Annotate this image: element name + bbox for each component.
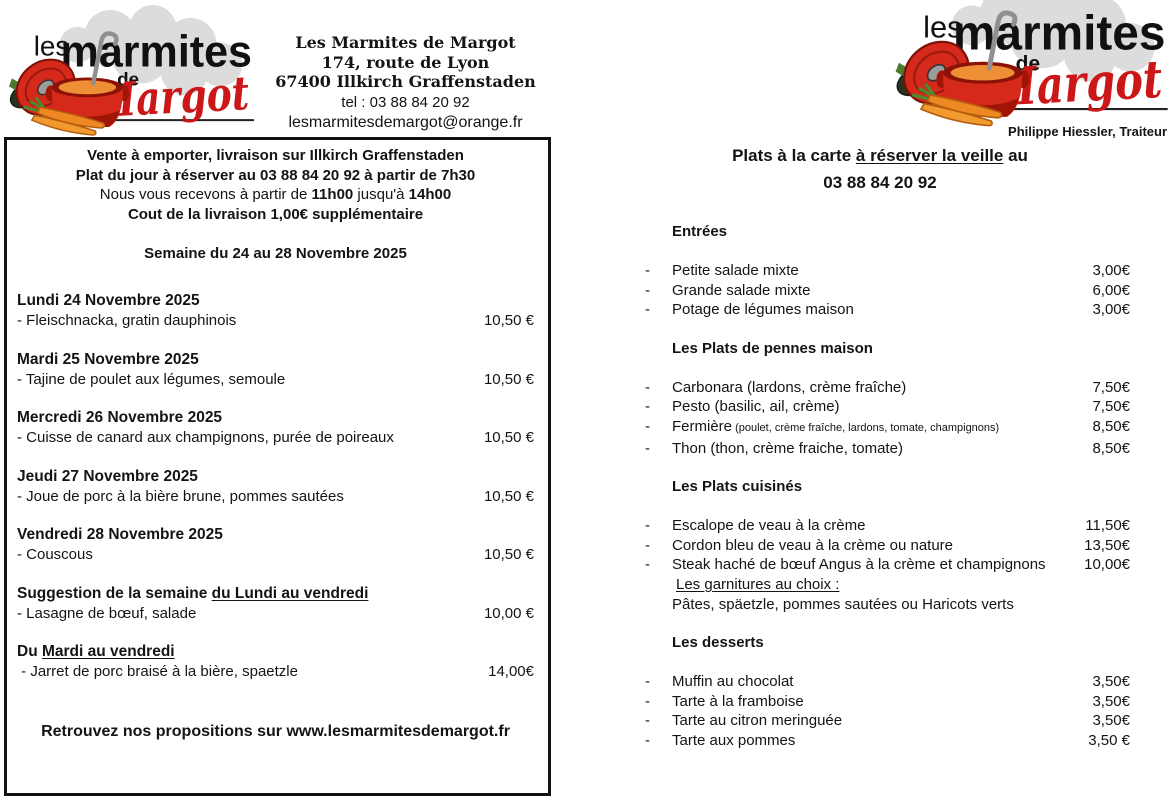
website-footer: Retrouvez nos propositions sur www.lesmarmitesdemargot.fr xyxy=(41,723,510,740)
dash-bullet: - xyxy=(645,378,650,396)
menu-item xyxy=(620,397,1140,417)
dash-bullet: - xyxy=(645,281,650,299)
intro-line-1: Vente à emporter, livraison sur Illkirch Graffenstaden xyxy=(87,147,464,164)
dish-price: 14,00€ xyxy=(488,663,534,680)
dish-row xyxy=(17,604,534,624)
item-price: 11,50€ xyxy=(1085,517,1130,535)
address-line2: 67400 Illkirch Graffenstaden xyxy=(275,72,536,91)
dish-row xyxy=(17,662,534,682)
menu-section xyxy=(620,222,1140,320)
dash-bullet: - xyxy=(645,417,650,435)
dash-bullet: - xyxy=(645,692,650,710)
item-price: 13,50€ xyxy=(1084,536,1130,554)
carte-title xyxy=(620,142,1140,196)
intro-line-3: Nous vous recevons à partir de 11h00 jusqu'à 14h00 xyxy=(99,186,452,203)
dash-bullet: - xyxy=(645,536,650,554)
menu-item xyxy=(620,417,1140,439)
section-heading: Les desserts xyxy=(672,634,764,652)
menu-item xyxy=(620,261,1140,281)
dish-name: - Cuisse de canard aux champignons, purée de poireaux xyxy=(17,429,394,446)
dish-name: - Fleischnacka, gratin dauphinois xyxy=(17,312,237,329)
menu-item xyxy=(620,731,1140,751)
item-detail: (poulet, crème fraîche, lardons, tomate, champignons) xyxy=(732,421,1000,434)
dash-bullet: - xyxy=(645,517,650,535)
dash-bullet: - xyxy=(645,301,650,319)
dash-bullet: - xyxy=(645,262,650,279)
dish-name: - Couscous xyxy=(17,546,93,563)
address-line1: 174, route de Lyon xyxy=(321,52,490,72)
dash-bullet: - xyxy=(645,439,650,457)
item-price: 6,00€ xyxy=(1092,281,1130,299)
day-title: Mercredi 26 Novembre 2025 xyxy=(17,409,223,426)
menu-day xyxy=(17,467,534,507)
item-name: Escalope de veau à la crème xyxy=(672,517,866,535)
day-title: Vendredi 28 Novembre 2025 xyxy=(17,526,223,543)
item-name: Tarte aux pommes xyxy=(672,731,796,749)
menu-section xyxy=(620,477,1140,614)
item-price: 3,50€ xyxy=(1092,673,1130,691)
menu-item xyxy=(620,692,1140,712)
item-price: 3,50€ xyxy=(1092,692,1130,710)
phone-number: tel : 03 88 84 20 92 xyxy=(341,93,470,111)
item-name: Tarte au citron meringuée xyxy=(672,712,843,730)
dish-price: 10,00 € xyxy=(483,604,534,622)
dash-bullet: - xyxy=(645,398,650,416)
dash-bullet: - xyxy=(645,556,650,574)
item-name: Muffin au chocolat xyxy=(672,673,794,691)
brand-logo-right xyxy=(892,0,1168,130)
section-heading: Les Plats de pennes maison xyxy=(672,339,873,357)
dish-price: 10,50 € xyxy=(483,429,534,446)
email-address: lesmarmitesdemargot@orange.fr xyxy=(288,113,523,131)
carte-title-phone: 03 88 84 20 92 xyxy=(823,173,937,192)
dash-bullet: - xyxy=(645,731,650,749)
dish-row xyxy=(17,428,534,448)
item-name: Grande salade mixte xyxy=(672,281,811,299)
item-price: 3,00€ xyxy=(1092,262,1130,279)
intro-block xyxy=(17,146,534,224)
menu-section xyxy=(620,339,1140,458)
menu-item xyxy=(620,516,1140,536)
garnish-note: Pâtes, späetzle, pommes sautées ou Haricots verts xyxy=(672,595,1014,613)
garnish-note-title: Les garnitures au choix : xyxy=(676,575,840,593)
item-price: 3,50 € xyxy=(1088,731,1130,749)
item-price: 3,00€ xyxy=(1092,301,1130,319)
item-name: Steak haché de bœuf Angus à la crème et champignons xyxy=(672,556,1046,574)
item-name: Potage de légumes maison xyxy=(672,301,854,319)
special-title: Du Mardi au vendredi xyxy=(17,643,175,660)
dish-name: - Jarret de porc braisé à la bière, spaetzle xyxy=(17,663,298,680)
item-price: 7,50€ xyxy=(1092,378,1130,396)
menu-item xyxy=(620,672,1140,692)
menu-section xyxy=(620,633,1140,750)
week-title: Semaine du 24 au 28 Novembre 2025 xyxy=(144,244,407,262)
section-heading: Entrées xyxy=(672,223,728,240)
item-name: Cordon bleu de veau à la crème ou nature xyxy=(672,536,954,554)
item-name: Carbonara (lardons, crème fraîche) xyxy=(672,378,907,396)
intro-line-4: Cout de la livraison 1,00€ supplémentaire xyxy=(127,205,424,223)
item-name: Thon (thon, crème fraiche, tomate) xyxy=(672,439,903,457)
dish-row xyxy=(17,370,534,390)
dish-price: 10,50 € xyxy=(483,487,534,505)
menu-day xyxy=(17,291,534,331)
day-title: Lundi 24 Novembre 2025 xyxy=(17,292,200,309)
dash-bullet: - xyxy=(645,673,650,691)
dish-name: - Tajine de poulet aux légumes, semoule xyxy=(17,370,286,388)
day-title: Mardi 25 Novembre 2025 xyxy=(17,350,199,368)
contact-block xyxy=(258,33,553,133)
a-la-carte-page xyxy=(620,142,1140,751)
item-price: 8,50€ xyxy=(1092,439,1130,457)
item-name: Fermière (poulet, crème fraîche, lardons, tomate, champignons) xyxy=(672,417,1000,435)
menu-item xyxy=(620,281,1140,301)
dash-bullet: - xyxy=(645,712,650,730)
item-name: Pesto (basilic, ail, crème) xyxy=(672,398,840,416)
weekly-menu-box xyxy=(4,137,551,796)
brand-logo-left xyxy=(6,2,254,139)
item-price: 8,50€ xyxy=(1092,417,1130,435)
menu-day xyxy=(17,525,534,565)
menu-day xyxy=(17,350,534,390)
menu-item xyxy=(620,300,1140,320)
day-title: Jeudi 27 Novembre 2025 xyxy=(17,467,198,485)
suggestion-title: Suggestion de la semaine du Lundi au vendredi xyxy=(17,584,369,602)
menu-item xyxy=(620,555,1140,575)
section-heading: Les Plats cuisinés xyxy=(672,478,803,496)
item-price: 3,50€ xyxy=(1092,712,1130,730)
menu-item xyxy=(620,439,1140,459)
item-price: 7,50€ xyxy=(1092,398,1130,416)
caterer-tagline: Philippe Hiessler, Traiteur xyxy=(1008,124,1167,139)
business-name: Les Marmites de Margot xyxy=(295,33,516,52)
daily-menu-list xyxy=(17,291,534,565)
intro-line-2: Plat du jour à réserver au 03 88 84 20 92 à partir de 7h30 xyxy=(75,166,476,184)
dish-row xyxy=(17,487,534,507)
dish-row xyxy=(17,545,534,565)
menu-item xyxy=(620,378,1140,398)
menu-item xyxy=(620,711,1140,731)
dish-name: - Joue de porc à la bière brune, pommes sautées xyxy=(17,487,344,505)
item-price: 10,00€ xyxy=(1084,556,1130,574)
item-name: Petite salade mixte xyxy=(672,262,799,279)
dish-price: 10,50 € xyxy=(483,546,534,563)
weekly-suggestion xyxy=(17,584,534,624)
carte-sections xyxy=(620,222,1140,751)
dish-row xyxy=(17,311,534,331)
tuesday-friday-special xyxy=(17,642,534,682)
dish-price: 10,50 € xyxy=(483,370,534,388)
dish-price: 10,50 € xyxy=(483,312,534,329)
carte-title-line1: Plats à la carte à réserver la veille au xyxy=(732,146,1028,165)
menu-item xyxy=(620,536,1140,556)
dish-name: - Lasagne de bœuf, salade xyxy=(17,604,197,622)
item-name: Tarte à la framboise xyxy=(672,692,804,710)
menu-day xyxy=(17,408,534,448)
